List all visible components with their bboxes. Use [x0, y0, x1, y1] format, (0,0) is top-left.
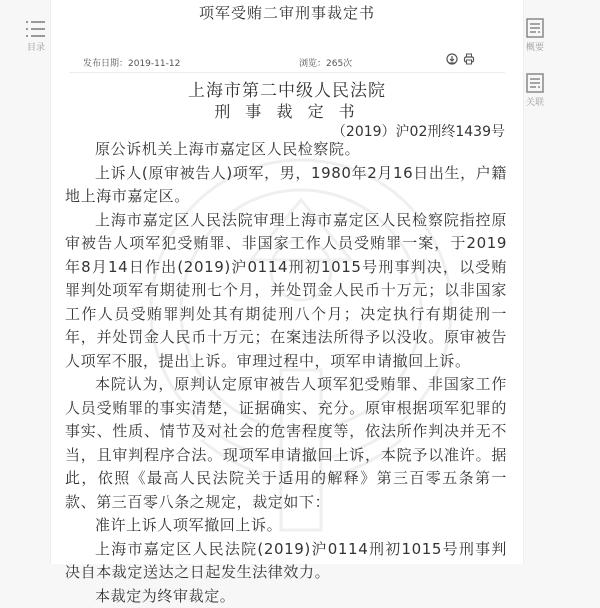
page-title: 项军受贿二审刑事裁定书 — [51, 2, 523, 23]
document-body — [65, 138, 507, 608]
paragraph: 准许上诉人项军撤回上诉。 — [65, 514, 507, 538]
document-type: 刑 事 裁 定 书 — [51, 99, 523, 122]
related-button[interactable] — [526, 73, 544, 108]
paragraph: 上海市嘉定区人民法院(2019)沪0114刑初1015号刑事判决自本裁定送达之日起发生法律效力。 — [65, 538, 507, 585]
document-icon — [526, 18, 544, 38]
document-card — [50, 0, 524, 564]
download-icon[interactable] — [446, 53, 458, 65]
document-icon — [526, 73, 544, 93]
summary-label: 概要 — [526, 43, 544, 53]
toc-label: 目录 — [27, 43, 45, 53]
case-number: （2019）沪02刑终1439号 — [332, 121, 505, 141]
meta-bar — [69, 52, 505, 73]
paragraph: 上海市嘉定区人民法院审理上海市嘉定区人民检察院指控原审被告人项军犯受贿罪、非国家工作人员受贿罪一案，于2019年8月14日作出(2019)沪0114刑初1015号刑事判决，以受贿罪判处项军有期徒刑七个月，并处罚金人民币十万元；以非国家工作人员受贿罪判处其有期徒刑八个月；决定执行有期徒刑一年，并处罚金人民币十万元；在案违法所得予以没收。原审被告人项军不服，提出上诉。审理过程中，项军申请撤回上诉。 — [65, 209, 507, 374]
summary-button[interactable] — [526, 18, 544, 53]
publish-date: 发布日期：2019-11-12 — [83, 56, 180, 69]
paragraph: 原公诉机关上海市嘉定区人民检察院。 — [65, 138, 507, 162]
court-name: 上海市第二中级人民法院 — [51, 76, 523, 101]
paragraph: 上诉人(原审被告人)项军，男，1980年2月16日出生，户籍地上海市嘉定区。 — [65, 162, 507, 209]
print-icon[interactable] — [463, 53, 475, 65]
paragraph: 本院认为，原判认定原审被告人项军犯受贿罪、非国家工作人员受贿罪的事实清楚，证据确实、充分。原审根据项军犯罪的事实、性质、情节及对社会的危害程度等，依法所作判决并无不当，且审判程序合法。现项军申请撤回上诉，本院予以准许。据此，依照《最高人民法院关于适用的解释》第三百零五条第一款、第三百零八条之规定，裁定如下： — [65, 373, 507, 514]
toc-button[interactable] — [26, 20, 46, 53]
list-icon — [26, 20, 46, 38]
related-label: 关联 — [526, 98, 544, 108]
paragraph: 本裁定为终审裁定。 — [65, 585, 507, 608]
view-count: 浏览：265次 — [299, 56, 352, 69]
